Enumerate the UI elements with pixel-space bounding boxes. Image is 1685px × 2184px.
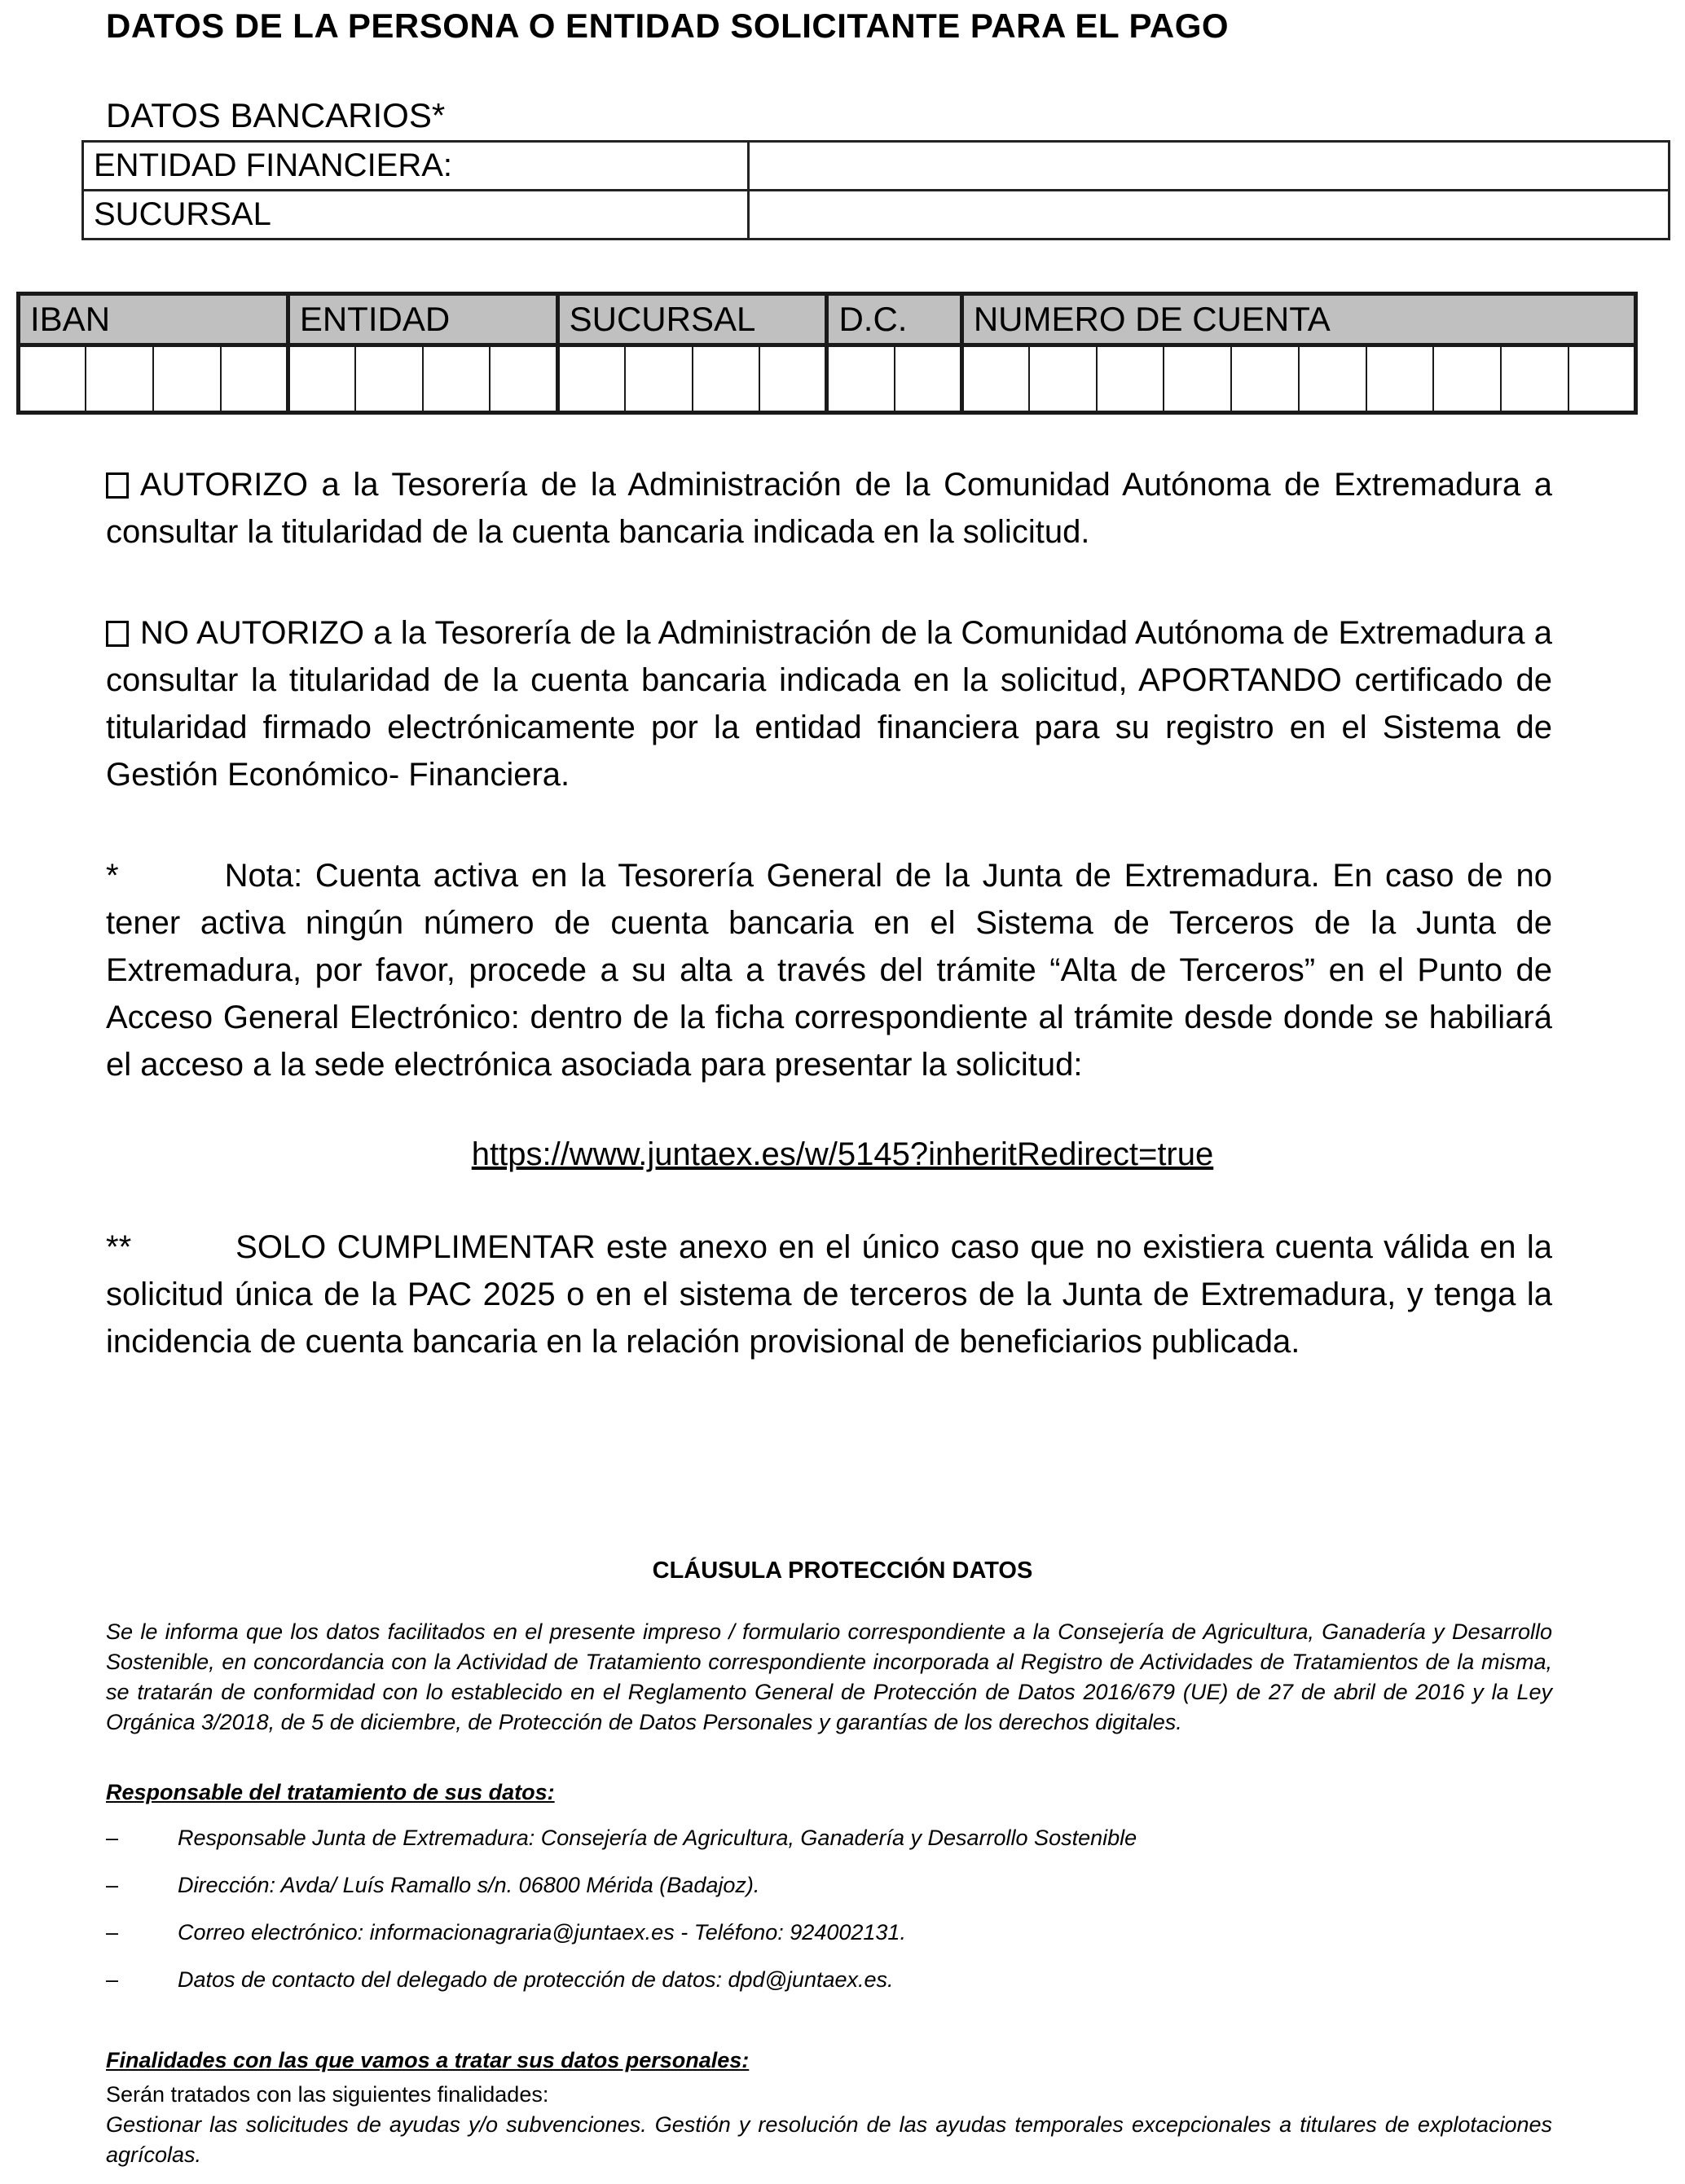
correo-item-text: Correo electrónico: informacionagraria@juntaex.es - Teléfono: 924002131.	[178, 1920, 906, 1945]
iban-digit-cell[interactable]	[1029, 345, 1097, 413]
iban-digit-input[interactable]	[693, 346, 763, 411]
alta-terceros-link[interactable]	[0, 1136, 1685, 1173]
no-autorizo-paragraph	[106, 609, 1552, 798]
list-item	[106, 1918, 906, 1948]
iban-digit-cell[interactable]	[19, 345, 86, 413]
alta-terceros-link-text[interactable]: https://www.juntaex.es/w/5145?inheritRedirect=true	[471, 1136, 1214, 1172]
iban-digit-input[interactable]	[290, 346, 358, 411]
iban-digit-input[interactable]	[560, 346, 627, 411]
dash-icon: –	[106, 1826, 119, 1850]
iban-digit-input[interactable]	[1569, 346, 1637, 411]
iban-digit-input[interactable]	[1098, 346, 1167, 411]
iban-digit-cell[interactable]	[86, 345, 153, 413]
dpd-item-text: Datos de contacto del delegado de protección de datos: dpd@juntaex.es.	[178, 1967, 894, 1992]
iban-digit-input[interactable]	[491, 346, 558, 411]
iban-digit-cell[interactable]	[1231, 345, 1299, 413]
iban-header-numero-de-cuenta: NUMERO DE CUENTA	[961, 294, 1635, 345]
iban-digit-cell[interactable]	[625, 345, 693, 413]
iban-digit-cell[interactable]	[1433, 345, 1501, 413]
iban-digit-cell[interactable]	[759, 345, 827, 413]
iban-table	[16, 292, 1638, 415]
iban-digit-input[interactable]	[1434, 346, 1503, 411]
sucursal-cell[interactable]	[749, 191, 1670, 239]
iban-digit-cell[interactable]	[827, 345, 895, 413]
iban-digit-cell[interactable]	[961, 345, 1029, 413]
page-title: DATOS DE LA PERSONA O ENTIDAD SOLICITANTE PARA EL PAGO	[106, 7, 1230, 45]
note-1-text: Nota: Cuenta activa en la Tesorería General de la Junta de Extremadura. En caso de no tener activa ningún número de cuenta bancaria en el Sistema de Terceros de la Junta de Extremadura, por favor, procede a su alta a través del trámite “Alta de Terceros” en el Punto de Acceso General Electrónico: dentro de la ficha correspondiente al trámite desde donde se habiliará el acceso a la sede electrónica asociada para presentar la solicitud:	[106, 858, 1552, 1083]
entidad-financiera-input[interactable]	[759, 142, 1661, 190]
note-2-paragraph	[106, 1224, 1552, 1365]
finalidades-intro: Serán tratados con las siguientes finalidades:	[106, 2082, 549, 2107]
iban-digit-cell[interactable]	[221, 345, 288, 413]
iban-digit-input[interactable]	[895, 346, 963, 411]
direccion-item-text: Dirección: Avda/ Luís Ramallo s/n. 06800 Mérida (Badajoz).	[178, 1873, 760, 1897]
table-row	[83, 191, 1670, 239]
note-2-text: SOLO CUMPLIMENTAR este anexo en el único caso que no existiera cuenta válida en la solicitud única de la PAC 2025 o en el sistema de terceros de la Junta de Extremadura, y tenga la incidencia de cuenta bancaria en la relación provisional de beneficiarios publicada.	[106, 1229, 1552, 1360]
iban-header-sucursal: SUCURSAL	[557, 294, 827, 345]
autorizo-checkbox[interactable]	[106, 472, 129, 499]
dash-icon: –	[106, 1873, 119, 1897]
bank-entity-table	[81, 140, 1670, 240]
iban-digit-input[interactable]	[20, 346, 88, 411]
iban-digit-cell[interactable]	[355, 345, 423, 413]
list-item	[106, 1870, 759, 1901]
sucursal-input[interactable]	[759, 191, 1661, 239]
iban-digit-input[interactable]	[829, 346, 896, 411]
iban-digit-input[interactable]	[626, 346, 695, 411]
iban-digit-cell[interactable]	[153, 345, 221, 413]
iban-digit-cell[interactable]	[288, 345, 355, 413]
responsable-heading: Responsable del tratamiento de sus datos:	[106, 1780, 555, 1804]
iban-digit-cell[interactable]	[895, 345, 962, 413]
iban-digit-cell[interactable]	[693, 345, 760, 413]
iban-digit-input[interactable]	[86, 346, 156, 411]
iban-digit-cell[interactable]	[490, 345, 557, 413]
iban-digit-cell[interactable]	[1366, 345, 1434, 413]
responsable-item-text: Responsable Junta de Extremadura: Consejería de Agricultura, Ganadería y Desarrollo Sostenible	[178, 1826, 1137, 1850]
iban-header-d-c: D.C.	[827, 294, 961, 345]
iban-digit-input[interactable]	[964, 346, 1032, 411]
list-item	[106, 1965, 894, 1995]
dash-icon: –	[106, 1920, 119, 1945]
iban-digit-input[interactable]	[1232, 346, 1301, 411]
iban-digit-input[interactable]	[154, 346, 223, 411]
clause-title: CLÁUSULA PROTECCIÓN DATOS	[652, 1558, 1033, 1584]
list-item	[106, 1823, 1137, 1853]
iban-digit-cell[interactable]	[1164, 345, 1231, 413]
iban-digit-input[interactable]	[1164, 346, 1234, 411]
iban-digit-input[interactable]	[1300, 346, 1369, 411]
iban-digit-cell[interactable]	[423, 345, 491, 413]
iban-digit-input[interactable]	[1502, 346, 1571, 411]
iban-digit-input[interactable]	[1367, 346, 1436, 411]
iban-digit-input[interactable]	[1030, 346, 1099, 411]
clause-intro: Se le informa que los datos facilitados en el presente impreso / formulario correspondiente a la Consejería de Agricultura, Ganadería y Desarrollo Sostenible, en concordancia con la Actividad de Tratamiento correspondiente incorporada al Registro de Actividades de Tratamientos de la misma, se tratarán de conformidad con lo establecido en el Reglamento General de Protección de Datos 2016/679 (UE) de 27 de abril de 2016 y la Ley Orgánica 3/2018, de 5 de diciembre, de Protección de Datos Personales y garantías de los derechos digitales.	[106, 1619, 1552, 1734]
dash-icon: –	[106, 1967, 119, 1992]
iban-digit-input[interactable]	[760, 346, 828, 411]
no-autorizo-checkbox[interactable]	[106, 621, 129, 647]
iban-header-row	[19, 294, 1636, 345]
entidad-financiera-label: ENTIDAD FINANCIERA:	[83, 142, 749, 191]
note-2-marker: **	[106, 1229, 132, 1265]
iban-digit-cell[interactable]	[1097, 345, 1164, 413]
note-1-marker: *	[106, 858, 119, 894]
no-autorizo-text: NO AUTORIZO a la Tesorería de la Administración de la Comunidad Autónoma de Extremadura a consultar la titularidad de la cuenta bancaria indicada en la solicitud, APORTANDO certificado de titularidad firmado electrónicamente por la entidad financiera para su registro en el Sistema de Gestión Económico- Financiera.	[106, 615, 1552, 793]
autorizo-paragraph	[106, 461, 1552, 556]
iban-digit-input[interactable]	[222, 346, 289, 411]
autorizo-text: AUTORIZO a la Tesorería de la Administración de la Comunidad Autónoma de Extremadura a consultar la titularidad de la cuenta bancaria indicada en la solicitud.	[106, 467, 1552, 550]
iban-digit-input[interactable]	[424, 346, 493, 411]
finalidades-heading: Finalidades con las que vamos a tratar sus datos personales:	[106, 2048, 750, 2072]
iban-header-iban: IBAN	[19, 294, 288, 345]
table-row	[83, 142, 1670, 191]
note-1-paragraph	[106, 852, 1552, 1088]
iban-digit-cell[interactable]	[1501, 345, 1568, 413]
iban-header-entidad: ENTIDAD	[288, 294, 557, 345]
iban-digit-cell[interactable]	[1568, 345, 1636, 413]
iban-digit-row	[19, 345, 1636, 413]
bank-section-title: DATOS BANCARIOS*	[106, 96, 446, 134]
sucursal-label: SUCURSAL	[83, 191, 749, 239]
iban-digit-cell[interactable]	[1299, 345, 1366, 413]
finalidades-text: Gestionar las solicitudes de ayudas y/o subvenciones. Gestión y resolución de las ayudas temporales excepcionales a titulares de explotaciones agrícolas.	[106, 2112, 1552, 2167]
iban-digit-input[interactable]	[356, 346, 425, 411]
iban-digit-cell[interactable]	[557, 345, 625, 413]
entidad-financiera-cell[interactable]	[749, 142, 1670, 191]
